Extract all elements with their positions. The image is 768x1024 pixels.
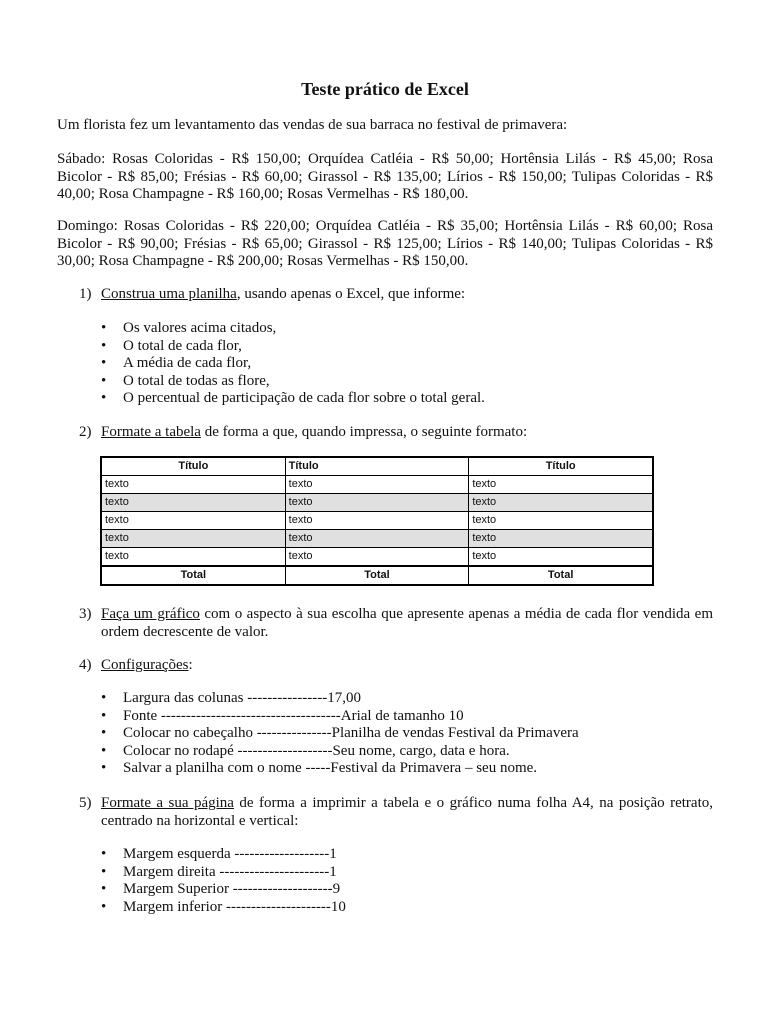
config-value: 17,00 xyxy=(327,690,361,706)
table-cell: texto xyxy=(285,494,469,512)
table-row xyxy=(101,512,653,530)
margin-key: Margem inferior --------------------- xyxy=(123,898,331,915)
margin-key: Margem Superior -------------------- xyxy=(123,881,333,897)
margin-key: Margem direita ---------------------- xyxy=(123,863,330,880)
config-key: Fonte ------------------------------------ xyxy=(123,707,341,724)
question-heading: Faça um gráfico xyxy=(101,606,200,622)
question-1-list xyxy=(101,320,485,408)
margin-value: 1 xyxy=(329,863,337,880)
table-row xyxy=(101,476,653,494)
list-item: • A média de cada flor, xyxy=(101,355,485,373)
question-text: de forma a imprimir a tabela e o gráfico numa folha A4, na posição retrato, centrado na horizontal e vertical: xyxy=(101,795,713,829)
question-2 xyxy=(79,424,713,442)
list-item: • O total de cada flor, xyxy=(101,338,485,356)
intro-paragraph: Um florista fez um levantamento das vendas de sua barraca no festival de primavera: xyxy=(57,117,568,133)
question-text: com o aspecto à sua escolha que apresente apenas a média de cada flor vendida em ordem decrescente de valor. xyxy=(101,606,713,640)
table-cell: texto xyxy=(101,530,285,548)
list-item xyxy=(101,725,579,743)
config-value: Seu nome, cargo, data e hora. xyxy=(332,742,510,759)
list-item xyxy=(101,846,346,864)
domingo-paragraph: Domingo: Rosas Coloridas - R$ 220,00; Orquídea Catléia - R$ 35,00; Hortênsia Lilás - R$ 60,00; Rosa Bicolor - R$ 90,00; Frésias - R$ 65,00; Girassol - R$ 125,00; Lírios - R$ 140,00; Tulipas Coloridas - R$ 30,00; Rosa Champagne - R$ 200,00; Rosas Vermelhas - R$ 150,00. xyxy=(57,218,713,269)
question-number: 2) xyxy=(79,424,92,440)
config-key: Salvar a planilha com o nome ----- xyxy=(123,760,331,776)
table-cell: texto xyxy=(101,494,285,512)
table-cell: texto xyxy=(469,512,653,530)
table-footer-row xyxy=(101,566,653,585)
margin-list xyxy=(101,846,346,916)
margin-value: 10 xyxy=(330,898,346,915)
table-cell: texto xyxy=(285,512,469,530)
question-5 xyxy=(79,795,713,830)
question-text: de forma a que, quando impressa, o seguinte formato: xyxy=(200,424,528,440)
question-heading: Configurações xyxy=(101,657,189,673)
question-number: 1) xyxy=(79,286,92,302)
table-cell: texto xyxy=(101,476,285,494)
config-value: Festival da Primavera – seu nome. xyxy=(330,760,538,776)
table-header: Título xyxy=(469,457,653,476)
configuration-list xyxy=(101,690,579,778)
table-row xyxy=(101,548,653,567)
table-footer-cell: Total xyxy=(285,566,469,585)
question-4 xyxy=(79,657,713,675)
table-cell: texto xyxy=(469,476,653,494)
margin-value: 1 xyxy=(329,846,337,862)
config-key: Colocar no rodapé ------------------- xyxy=(123,742,333,759)
question-number: 4) xyxy=(79,657,92,673)
table-cell: texto xyxy=(285,548,469,567)
table-cell: texto xyxy=(285,530,469,548)
page-title: Teste prático de Excel xyxy=(301,79,469,99)
list-item: • Os valores acima citados, xyxy=(101,320,485,338)
question-heading: Formate a tabela xyxy=(101,424,201,440)
table-header: Título xyxy=(101,457,285,476)
table-cell: texto xyxy=(469,494,653,512)
table-footer-cell: Total xyxy=(469,566,653,585)
question-heading: Formate a sua página xyxy=(101,795,234,811)
list-item xyxy=(101,899,346,917)
table-cell: texto xyxy=(285,476,469,494)
table-header: Título xyxy=(285,457,469,476)
table-cell: texto xyxy=(469,530,653,548)
question-1 xyxy=(79,286,713,304)
list-item: • O total de todas as flore, xyxy=(101,373,485,391)
question-heading: Construa uma planilha xyxy=(101,286,237,302)
table-row xyxy=(101,530,653,548)
list-item xyxy=(101,881,346,899)
config-key: Colocar no cabeçalho --------------- xyxy=(123,725,332,741)
list-item xyxy=(101,708,579,726)
list-item xyxy=(101,690,579,708)
question-text: , usando apenas o Excel, que informe: xyxy=(236,286,466,302)
table-cell: texto xyxy=(101,512,285,530)
sample-table xyxy=(100,456,654,586)
table-footer-cell: Total xyxy=(101,566,285,585)
table-cell: texto xyxy=(469,548,653,567)
question-text: : xyxy=(188,657,193,673)
config-value: Planilha de vendas Festival da Primavera xyxy=(331,725,579,741)
question-number: 5) xyxy=(79,795,92,811)
margin-key: Margem esquerda ------------------- xyxy=(123,846,330,862)
sabado-paragraph: Sábado: Rosas Coloridas - R$ 150,00; Orquídea Catléia - R$ 50,00; Hortênsia Lilás - R$ 45,00; Rosa Bicolor - R$ 85,00; Frésias - R$ 60,00; Girassol - R$ 135,00; Lírios - R$ 150,00; Tulipas Coloridas - R$ 40,00; Rosa Champagne - R$ 160,00; Rosas Vermelhas - R$ 180,00. xyxy=(57,151,713,202)
config-value: Arial de tamanho 10 xyxy=(340,707,464,724)
config-key: Largura das colunas ---------------- xyxy=(123,690,328,706)
table-row xyxy=(101,494,653,512)
question-number: 3) xyxy=(79,606,92,622)
list-item xyxy=(101,760,579,778)
margin-value: 9 xyxy=(332,881,341,897)
list-item xyxy=(101,864,346,882)
list-item xyxy=(101,743,579,761)
question-3 xyxy=(79,606,713,641)
list-item: • O percentual de participação de cada flor sobre o total geral. xyxy=(101,390,485,408)
table-cell: texto xyxy=(101,548,285,567)
